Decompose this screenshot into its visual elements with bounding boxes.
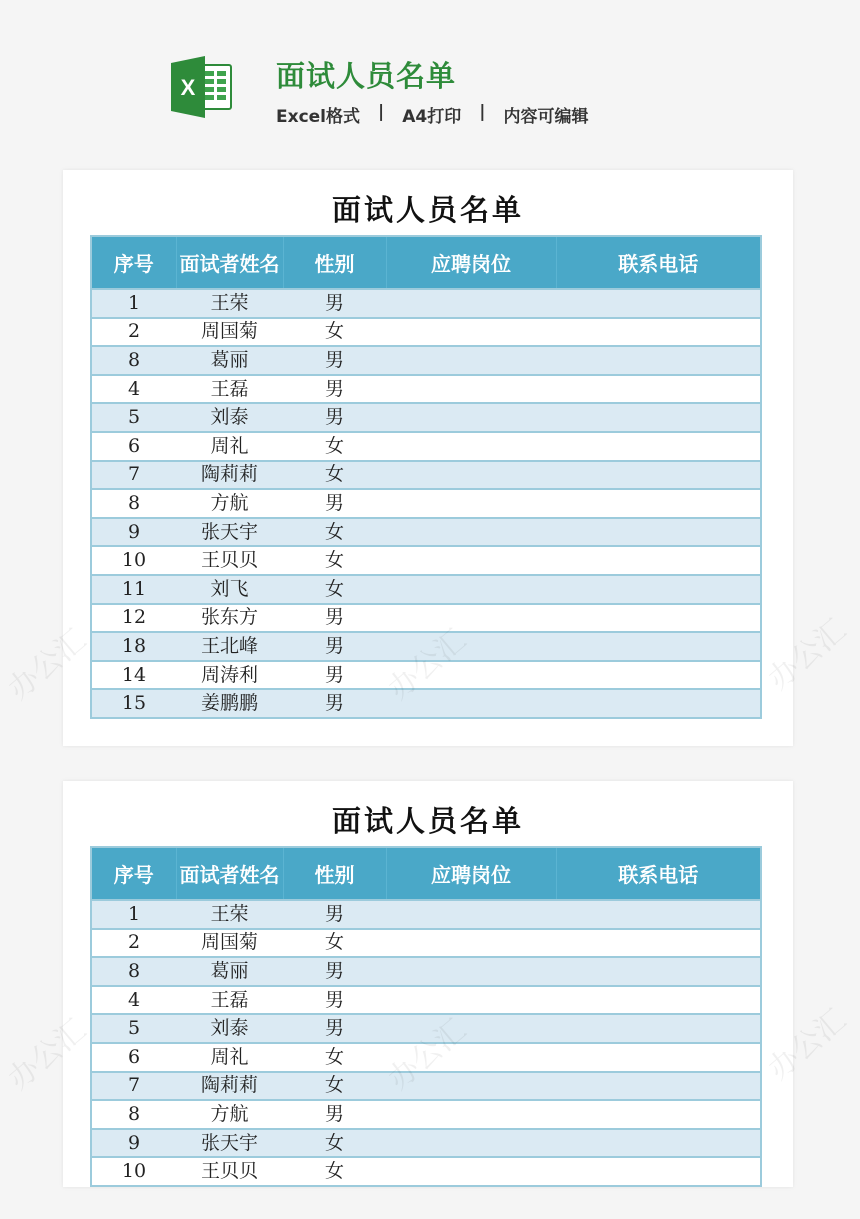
- cell-index: 9: [91, 518, 176, 547]
- cell-index: 5: [91, 403, 176, 432]
- cell-phone: [556, 929, 761, 958]
- table-row: [91, 1100, 761, 1129]
- cell-position: [386, 375, 556, 404]
- cell-index: 6: [91, 432, 176, 461]
- cell-gender: 女: [283, 432, 386, 461]
- cell-gender: 女: [283, 929, 386, 958]
- cell-index: 7: [91, 1072, 176, 1101]
- table-row: [91, 1072, 761, 1101]
- cell-position: [386, 661, 556, 690]
- table-row: [91, 1129, 761, 1158]
- cell-index: 14: [91, 661, 176, 690]
- cell-phone: [556, 1072, 761, 1101]
- cell-gender: 女: [283, 1129, 386, 1158]
- table-row: [91, 546, 761, 575]
- cell-name: 方航: [176, 1100, 283, 1129]
- cell-phone: [556, 1043, 761, 1072]
- cell-name: 方航: [176, 489, 283, 518]
- cell-index: 9: [91, 1129, 176, 1158]
- cell-gender: 男: [283, 900, 386, 929]
- table-row: [91, 346, 761, 375]
- column-header: 序号: [91, 847, 176, 900]
- cell-index: 6: [91, 1043, 176, 1072]
- sheet-title: 面试人员名单: [331, 193, 524, 227]
- table-row: [91, 900, 761, 929]
- cell-name: 王磊: [176, 375, 283, 404]
- tag-print: A4打印: [402, 107, 462, 127]
- cell-position: [386, 986, 556, 1015]
- watermark: 办公汇: [1, 1012, 93, 1098]
- watermark: 办公汇: [1, 622, 93, 708]
- cell-gender: 男: [283, 957, 386, 986]
- cell-index: 1: [91, 289, 176, 318]
- interviewee-table: [90, 235, 762, 719]
- table-row: [91, 1043, 761, 1072]
- cell-gender: 男: [283, 1014, 386, 1043]
- cell-position: [386, 1014, 556, 1043]
- cell-phone: [556, 986, 761, 1015]
- cell-index: 4: [91, 986, 176, 1015]
- separator: |: [479, 102, 486, 122]
- cell-position: [386, 575, 556, 604]
- table-row: [91, 375, 761, 404]
- table-row: [91, 318, 761, 347]
- table-row: [91, 957, 761, 986]
- cell-index: 12: [91, 604, 176, 633]
- table-row: [91, 432, 761, 461]
- cell-gender: 男: [283, 375, 386, 404]
- table-row: [91, 1157, 761, 1186]
- cell-name: 张东方: [176, 604, 283, 633]
- cell-name: 葛丽: [176, 957, 283, 986]
- cell-position: [386, 632, 556, 661]
- cell-name: 周礼: [176, 1043, 283, 1072]
- cell-phone: [556, 1129, 761, 1158]
- cell-phone: [556, 461, 761, 490]
- cell-phone: [556, 318, 761, 347]
- cell-position: [386, 318, 556, 347]
- cell-position: [386, 1129, 556, 1158]
- interviewee-table: [90, 846, 762, 1187]
- cell-phone: [556, 546, 761, 575]
- cell-name: 葛丽: [176, 346, 283, 375]
- cell-position: [386, 489, 556, 518]
- cell-gender: 女: [283, 575, 386, 604]
- cell-position: [386, 346, 556, 375]
- cell-gender: 男: [283, 489, 386, 518]
- cell-name: 刘泰: [176, 1014, 283, 1043]
- tag-editable: 内容可编辑: [503, 107, 589, 127]
- column-header: 性别: [283, 847, 386, 900]
- cell-position: [386, 289, 556, 318]
- table-row: [91, 1014, 761, 1043]
- column-header: 面试者姓名: [176, 236, 283, 289]
- cell-position: [386, 1072, 556, 1101]
- svg-text:X: X: [180, 75, 196, 100]
- cell-phone: [556, 1157, 761, 1186]
- sheet-preview-1: [63, 170, 793, 746]
- cell-phone: [556, 1014, 761, 1043]
- cell-index: 8: [91, 346, 176, 375]
- cell-index: 15: [91, 689, 176, 718]
- excel-logo-icon: [171, 56, 233, 118]
- cell-name: 张天宇: [176, 518, 283, 547]
- column-header: 应聘岗位: [386, 236, 556, 289]
- cell-name: 陶莉莉: [176, 461, 283, 490]
- cell-index: 8: [91, 957, 176, 986]
- cell-index: 7: [91, 461, 176, 490]
- cell-gender: 男: [283, 689, 386, 718]
- table-row: [91, 661, 761, 690]
- cell-gender: 男: [283, 986, 386, 1015]
- watermark: 办公汇: [761, 1002, 853, 1088]
- cell-phone: [556, 403, 761, 432]
- cell-index: 2: [91, 318, 176, 347]
- cell-name: 王贝贝: [176, 546, 283, 575]
- cell-position: [386, 900, 556, 929]
- cell-index: 11: [91, 575, 176, 604]
- cell-name: 周国菊: [176, 318, 283, 347]
- cell-position: [386, 546, 556, 575]
- cell-gender: 男: [283, 1100, 386, 1129]
- cell-name: 刘泰: [176, 403, 283, 432]
- cell-phone: [556, 632, 761, 661]
- table-row: [91, 489, 761, 518]
- cell-phone: [556, 604, 761, 633]
- column-header: 面试者姓名: [176, 847, 283, 900]
- cell-phone: [556, 375, 761, 404]
- cell-position: [386, 1157, 556, 1186]
- sheet-title: 面试人员名单: [331, 804, 524, 838]
- cell-name: 王荣: [176, 289, 283, 318]
- cell-position: [386, 929, 556, 958]
- cell-index: 2: [91, 929, 176, 958]
- table-row: [91, 604, 761, 633]
- cell-gender: 女: [283, 1043, 386, 1072]
- table-row: [91, 403, 761, 432]
- cell-gender: 女: [283, 518, 386, 547]
- column-header: 应聘岗位: [386, 847, 556, 900]
- cell-name: 王贝贝: [176, 1157, 283, 1186]
- cell-name: 周涛利: [176, 661, 283, 690]
- table-row: [91, 689, 761, 718]
- table-row: [91, 461, 761, 490]
- cell-index: 10: [91, 1157, 176, 1186]
- column-header: 序号: [91, 236, 176, 289]
- cell-index: 1: [91, 900, 176, 929]
- cell-index: 10: [91, 546, 176, 575]
- cell-phone: [556, 1100, 761, 1129]
- table-row: [91, 289, 761, 318]
- cell-index: 4: [91, 375, 176, 404]
- cell-name: 王北峰: [176, 632, 283, 661]
- table-row: [91, 518, 761, 547]
- cell-gender: 女: [283, 546, 386, 575]
- cell-name: 王磊: [176, 986, 283, 1015]
- column-header: 联系电话: [556, 847, 761, 900]
- feature-tags: [276, 102, 588, 127]
- cell-gender: 男: [283, 346, 386, 375]
- cell-gender: 男: [283, 289, 386, 318]
- cell-phone: [556, 489, 761, 518]
- cell-phone: [556, 957, 761, 986]
- cell-gender: 男: [283, 661, 386, 690]
- cell-phone: [556, 661, 761, 690]
- cell-phone: [556, 518, 761, 547]
- column-header: 联系电话: [556, 236, 761, 289]
- cell-name: 姜鹏鹏: [176, 689, 283, 718]
- cell-phone: [556, 689, 761, 718]
- cell-gender: 男: [283, 604, 386, 633]
- cell-position: [386, 689, 556, 718]
- table-row: [91, 575, 761, 604]
- cell-phone: [556, 432, 761, 461]
- cell-position: [386, 957, 556, 986]
- cell-index: 8: [91, 489, 176, 518]
- cell-phone: [556, 346, 761, 375]
- watermark: 办公汇: [761, 612, 853, 698]
- separator: |: [378, 102, 385, 122]
- cell-gender: 男: [283, 632, 386, 661]
- cell-position: [386, 432, 556, 461]
- cell-gender: 女: [283, 461, 386, 490]
- cell-index: 8: [91, 1100, 176, 1129]
- cell-name: 张天宇: [176, 1129, 283, 1158]
- cell-name: 陶莉莉: [176, 1072, 283, 1101]
- cell-phone: [556, 289, 761, 318]
- cell-name: 周国菊: [176, 929, 283, 958]
- cell-phone: [556, 575, 761, 604]
- table-row: [91, 986, 761, 1015]
- cell-name: 刘飞: [176, 575, 283, 604]
- page-title: 面试人员名单: [276, 59, 457, 93]
- cell-name: 王荣: [176, 900, 283, 929]
- cell-position: [386, 403, 556, 432]
- sheet-preview-2: [63, 781, 793, 1187]
- cell-position: [386, 461, 556, 490]
- cell-index: 5: [91, 1014, 176, 1043]
- cell-position: [386, 604, 556, 633]
- cell-phone: [556, 900, 761, 929]
- cell-gender: 女: [283, 1157, 386, 1186]
- cell-gender: 女: [283, 1072, 386, 1101]
- cell-position: [386, 518, 556, 547]
- column-header: 性别: [283, 236, 386, 289]
- table-row: [91, 929, 761, 958]
- cell-gender: 女: [283, 318, 386, 347]
- table-row: [91, 632, 761, 661]
- cell-name: 周礼: [176, 432, 283, 461]
- cell-position: [386, 1100, 556, 1129]
- cell-position: [386, 1043, 556, 1072]
- cell-gender: 男: [283, 403, 386, 432]
- cell-index: 18: [91, 632, 176, 661]
- tag-format: Excel格式: [276, 107, 361, 127]
